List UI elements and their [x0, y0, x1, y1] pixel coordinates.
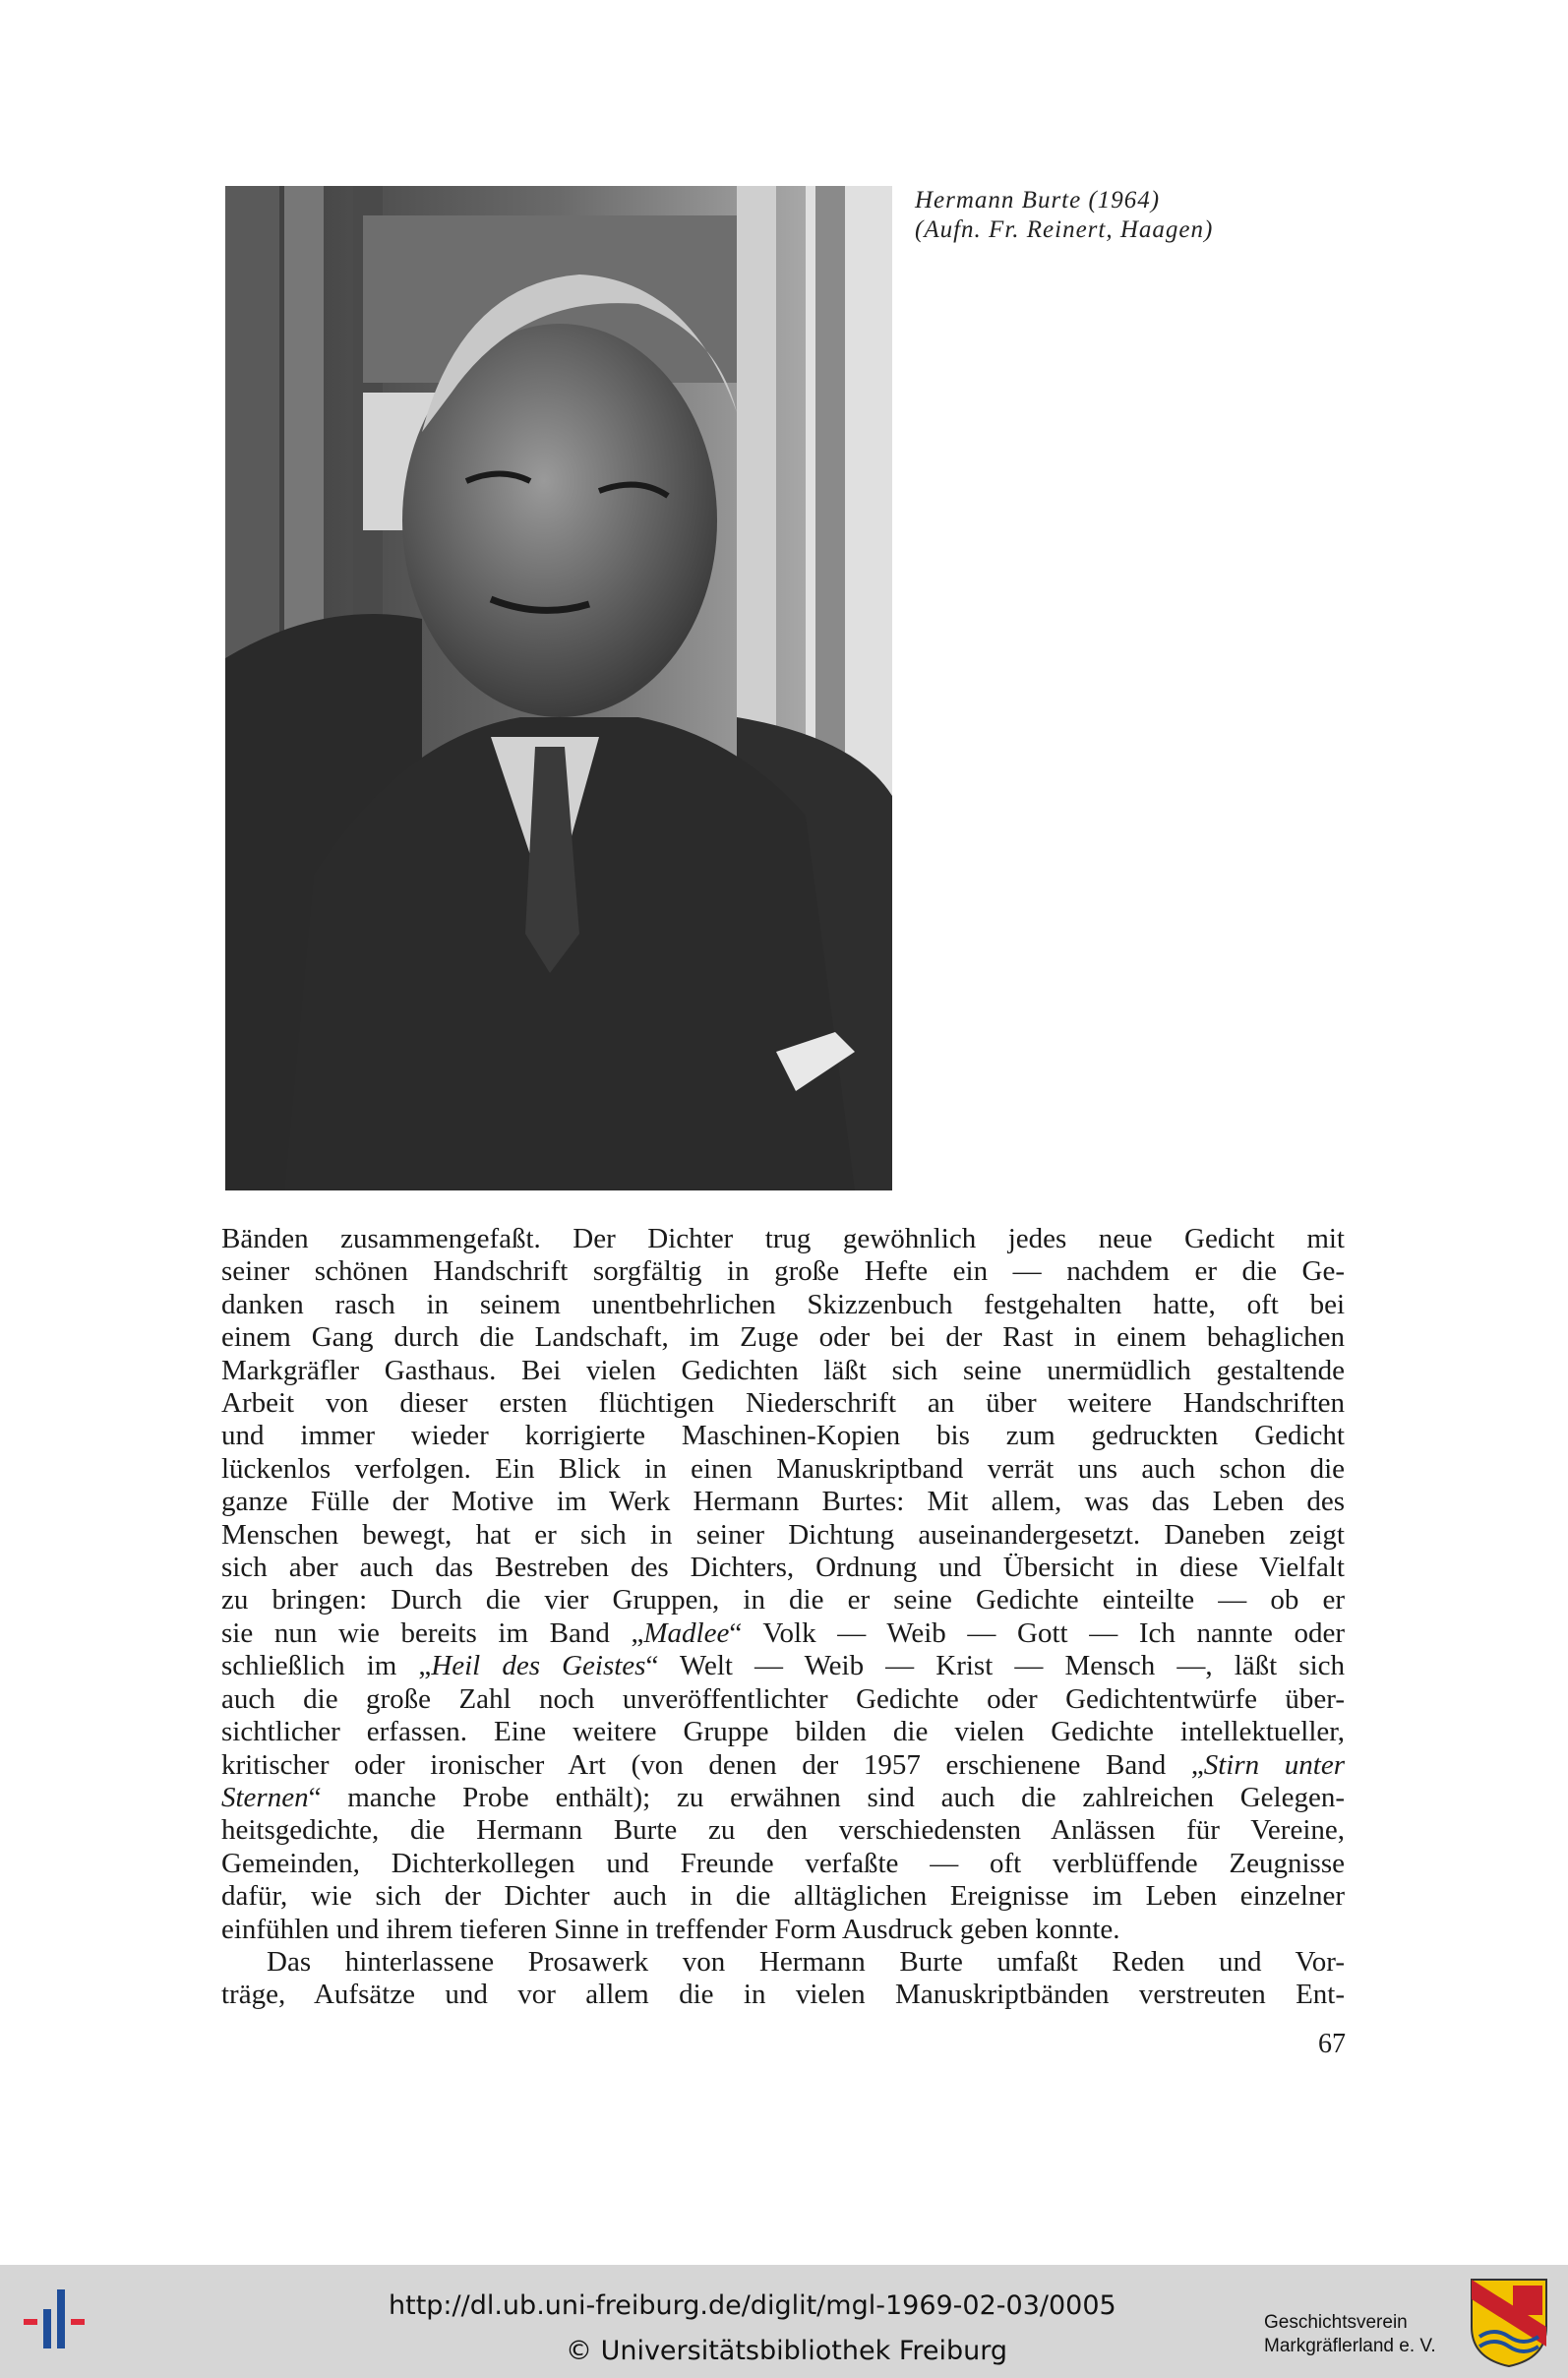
text-segment: schließlich im „: [221, 1650, 432, 1682]
text-line: träge, Aufsätze und vor allem die in vielen Manuskriptbänden verstreuten Ent-: [221, 1979, 1345, 2011]
text-line: auch die große Zahl noch unveröffentlichter Gedichte oder Gedichtentwürfe über-: [221, 1682, 1345, 1715]
text-segment: kritischer oder ironischer Art (von denen der 1957 erschienene Band „: [221, 1748, 1204, 1781]
footer-url-link[interactable]: http://dl.ub.uni-freiburg.de/diglit/mgl-1969-02-03/0005: [389, 2290, 1116, 2321]
caption-title: Hermann Burte (1964): [915, 187, 1161, 213]
society-line2: Markgräflerland e. V.: [1264, 2336, 1436, 2356]
text-line: Gemeinden, Dichterkollegen und Freunde verfaßte — oft verblüffende Zeugnisse: [221, 1847, 1345, 1879]
society-line1: Geschichtsverein: [1264, 2312, 1408, 2333]
text-line: sichtlicher erfassen. Eine weitere Gruppe bilden die vielen Gedichte intellektueller,: [221, 1716, 1345, 1748]
text-line: sich aber auch das Bestreben des Dichters, Ordnung und Übersicht in diese Vielfalt: [221, 1552, 1345, 1584]
book-title-heil-des-geistes: Heil des Geistes: [431, 1650, 646, 1682]
book-title-continued: Sternen: [221, 1781, 309, 1813]
text-line: heitsgedichte, die Hermann Burte zu den verschiedensten Anlässen für Vereine,: [221, 1814, 1345, 1847]
text-line: seiner schönen Handschrift sorgfältig in große Hefte ein — nachdem er die Ge-: [221, 1255, 1345, 1288]
text-line: lückenlos verfolgen. Ein Blick in einen Manuskriptband verrät uns auch schon die: [221, 1452, 1345, 1485]
text-line: danken rasch in seinem unentbehrlichen Skizzenbuch festgehalten hatte, oft bei: [221, 1288, 1345, 1320]
portrait-photo: [225, 186, 892, 1190]
text-line: einfühlen und ihrem tieferen Sinne in treffender Form Ausdruck geben konnte.: [221, 1913, 1120, 1945]
text-line: einem Gang durch die Landschaft, im Zuge oder bei der Rast in einem behaglichen: [221, 1321, 1345, 1354]
text-line: [221, 1749, 1345, 1782]
body-text: [221, 1223, 1345, 2012]
page-number: 67: [1318, 2029, 1346, 2059]
text-line: [221, 1782, 1345, 1814]
text-line: ganze Fülle der Motive im Werk Hermann Burtes: Mit allem, was das Leben des: [221, 1486, 1345, 1518]
text-line: zu bringen: Durch die vier Gruppen, in die er seine Gedichte einteilte — ob er: [221, 1584, 1345, 1616]
text-segment: “ manche Probe enthält); zu erwähnen sind auch die zahlreichen Gelegen-: [308, 1781, 1345, 1813]
text-line: Das hinterlassene Prosawerk von Hermann Burte umfaßt Reden und Vor-: [267, 1945, 1345, 1978]
library-logo-icon: [22, 2280, 100, 2358]
text-segment: sie nun wie bereits im Band „: [221, 1616, 644, 1649]
text-line: dafür, wie sich der Dichter auch in die alltäglichen Ereignisse im Leben einzelner: [221, 1880, 1345, 1913]
book-title-stirn-unter-sternen: Stirn unter: [1203, 1748, 1345, 1781]
text-line: Menschen bewegt, hat er sich in seiner Dichtung auseinandergesetzt. Daneben zeigt: [221, 1518, 1345, 1551]
text-line: [221, 1617, 1345, 1650]
text-line: Arbeit von dieser ersten flüchtigen Niederschrift an über weitere Handschriften: [221, 1387, 1345, 1420]
photo-caption: [915, 186, 1328, 245]
coat-of-arms-icon: [1470, 2278, 1548, 2368]
text-line: und immer wieder korrigierte Maschinen-Kopien bis zum gedruckten Gedicht: [221, 1420, 1345, 1452]
text-segment: “ Volk — Weib — Gott — Ich nannte oder: [729, 1616, 1345, 1649]
book-title-madlee: Madlee: [643, 1616, 730, 1649]
footer-copyright: © Universitätsbibliothek Freiburg: [566, 2336, 1008, 2366]
text-segment: “ Welt — Weib — Krist — Mensch —, läßt sich: [645, 1650, 1345, 1682]
text-line: [221, 1650, 1345, 1682]
text-line: Bänden zusammengefaßt. Der Dichter trug gewöhnlich jedes neue Gedicht mit: [221, 1223, 1345, 1254]
caption-credit: (Aufn. Fr. Reinert, Haagen): [915, 216, 1214, 243]
society-name: [1264, 2311, 1461, 2358]
text-line: Markgräfler Gasthaus. Bei vielen Gedichten läßt sich seine unermüdlich gestaltende: [221, 1354, 1345, 1386]
portrait-image: [225, 186, 892, 1190]
